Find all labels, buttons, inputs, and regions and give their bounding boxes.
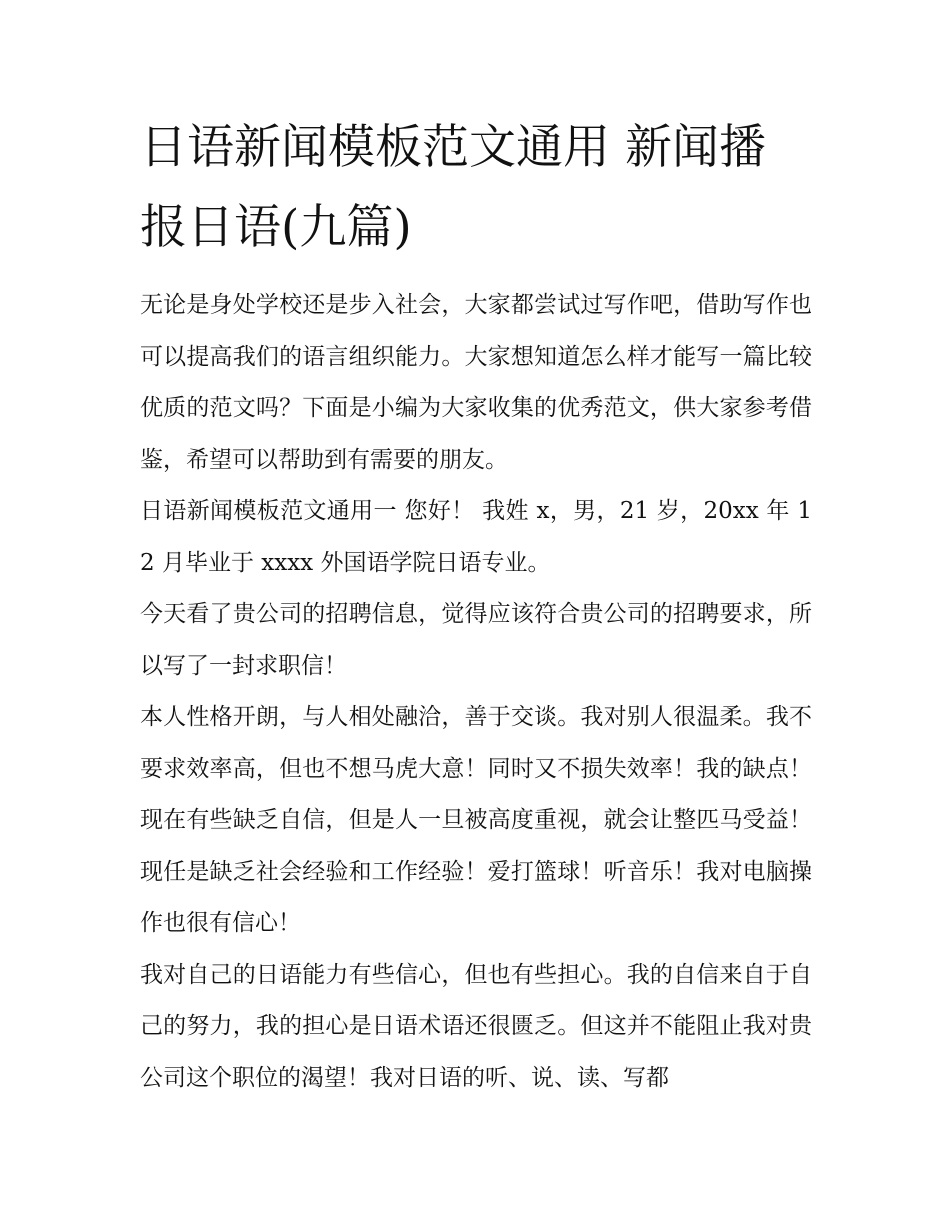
body-paragraph: 日语新闻模板范文通用一 您好！ 我姓 x，男，21 岁，20xx 年 12 月毕业于 xxxx 外国语学院日语专业。	[140, 498, 812, 576]
body-paragraph: 本人性格开朗，与人相处融洽，善于交谈。我对别人很温柔。我不要求效率高，但也不想马虎大意！同时又不损失效率！我的缺点！现在有些缺乏自信，但是人一旦被高度重视，就会让整匹马受益！现任是缺乏社会经验和工作经验！爱打篮球！听音乐！我对电脑操作也很有信心！	[140, 704, 812, 936]
body-paragraph: 我对自己的日语能力有些信心，但也有些担心。我的自信来自于自己的努力，我的担心是日语术语还很匮乏。但这并不能阻止我对贵公司这个职位的渴望！我对日语的听、说、读、写都	[140, 961, 812, 1091]
body-paragraph: 今天看了贵公司的招聘信息，觉得应该符合贵公司的招聘要求，所以写了一封求职信！	[140, 601, 812, 679]
document-page	[140, 108, 812, 1104]
document-title: 日语新闻模板范文通用 新闻播报日语(九篇)	[140, 120, 766, 255]
intro-paragraph: 无论是身处学校还是步入社会，大家都尝试过写作吧，借助写作也可以提高我们的语言组织能力。大家想知道怎么样才能写一篇比较优质的范文吗？下面是小编为大家收集的优秀范文，供大家参考借鉴，希望可以帮助到有需要的朋友。	[140, 292, 812, 473]
